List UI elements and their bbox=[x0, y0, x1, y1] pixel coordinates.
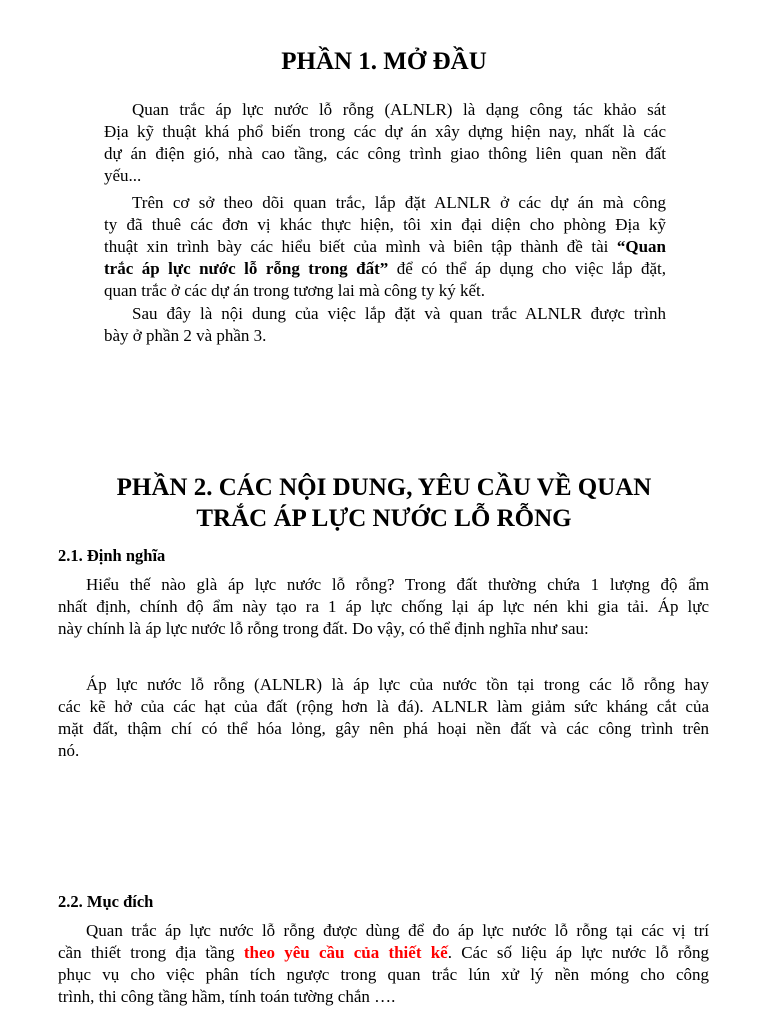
highlighted-requirement: theo yêu cầu của thiết kế bbox=[243, 943, 448, 962]
text-line: yếu... bbox=[104, 166, 142, 185]
text-line: trình, thi công tầng hầm, tính toán tường chắn …. bbox=[58, 987, 396, 1006]
text-run: để có thể áp dụng cho việc lắp đặt, bbox=[388, 259, 666, 278]
text-line bbox=[104, 236, 666, 258]
text-line: nhất định, chính độ ẩm này tạo ra 1 áp lực chống lại áp lực nén khi gia tải. Áp lực bbox=[58, 597, 709, 616]
text-line: Hiểu thế nào glà áp lực nước lỗ rỗng? Trong đất thường chứa 1 lượng độ ẩm bbox=[86, 575, 709, 594]
project-title-end: trắc áp lực nước lỗ rỗng trong đất” bbox=[104, 259, 389, 278]
part1-paragraph-1 bbox=[104, 99, 666, 187]
text-line: các kẽ hở của các hạt của đất (rộng hơn là đá). ALNLR làm giảm sức kháng cắt của bbox=[58, 697, 709, 716]
text-line: quan trắc ở các dự án trong tương lai mà công ty ký kết. bbox=[104, 281, 486, 300]
text-line: mặt đất, thậm chí có thể hóa lỏng, gây nên phá hoại nền đất và các công trình trên bbox=[58, 719, 709, 738]
text-line: phục vụ cho việc phân tích ngược trong quan trắc lún xử lý nền móng cho công bbox=[58, 965, 709, 984]
text-line: Trên cơ sở theo dõi quan trắc, lắp đặt ALNLR ở các dự án mà công bbox=[132, 193, 666, 212]
section-2-2-paragraph bbox=[58, 920, 709, 1008]
part1-paragraph-3 bbox=[104, 303, 666, 347]
text-line: Sau đây là nội dung của việc lắp đặt và quan trắc ALNLR được trình bbox=[132, 304, 666, 323]
text-line: Quan trắc áp lực nước lỗ rỗng được dùng để đo áp lực nước lỗ rỗng tại các vị trí bbox=[86, 921, 709, 940]
part2-title-line-1: PHẦN 2. CÁC NỘI DUNG, YÊU CẦU VỀ QUAN bbox=[116, 474, 652, 501]
text-line: Địa kỹ thuật khá phổ biến trong các dự án xây dựng hiện nay, nhất là các bbox=[104, 122, 666, 141]
section-2-1-paragraph-1 bbox=[58, 574, 709, 640]
text-line: ty đã thuê các đơn vị khác thực hiện, tôi xin đại diện cho phòng Địa kỹ bbox=[104, 215, 666, 234]
text-line: bày ở phần 2 và phần 3. bbox=[104, 326, 267, 345]
part2-title-line-2: TRẮC ÁP LỰC NƯỚC LỖ RỖNG bbox=[196, 505, 572, 532]
section-2-1-definition bbox=[58, 674, 709, 762]
text-run: . Các số liệu áp lực nước lỗ rỗng bbox=[447, 943, 709, 962]
text-line: Quan trắc áp lực nước lỗ rỗng (ALNLR) là dạng công tác khảo sát bbox=[132, 100, 666, 119]
part1-paragraph-2 bbox=[104, 192, 666, 302]
text-line: nó. bbox=[58, 741, 80, 760]
text-line bbox=[104, 258, 666, 280]
project-title-start: “Quan bbox=[616, 237, 666, 256]
text-line bbox=[58, 942, 709, 964]
text-run: thuật xin trình bày các hiểu biết của mình và biên tập thành đề tài bbox=[104, 237, 617, 256]
section-2-1-heading: 2.1. Định nghĩa bbox=[58, 546, 166, 565]
text-line: Áp lực nước lỗ rỗng (ALNLR) là áp lực của nước tồn tại trong các lỗ rỗng hay bbox=[86, 675, 709, 694]
text-line: dự án điện gió, nhà cao tầng, các công trình giao thông liên quan nền đất bbox=[104, 144, 666, 163]
text-line: này chính là áp lực nước lỗ rỗng trong đất. Do vậy, có thể định nghĩa như sau: bbox=[58, 619, 589, 638]
section-2-2-heading: 2.2. Mục đích bbox=[58, 892, 154, 911]
part1-title: PHẦN 1. MỞ ĐẦU bbox=[281, 48, 487, 75]
text-run: cần thiết trong địa tầng bbox=[58, 943, 244, 962]
